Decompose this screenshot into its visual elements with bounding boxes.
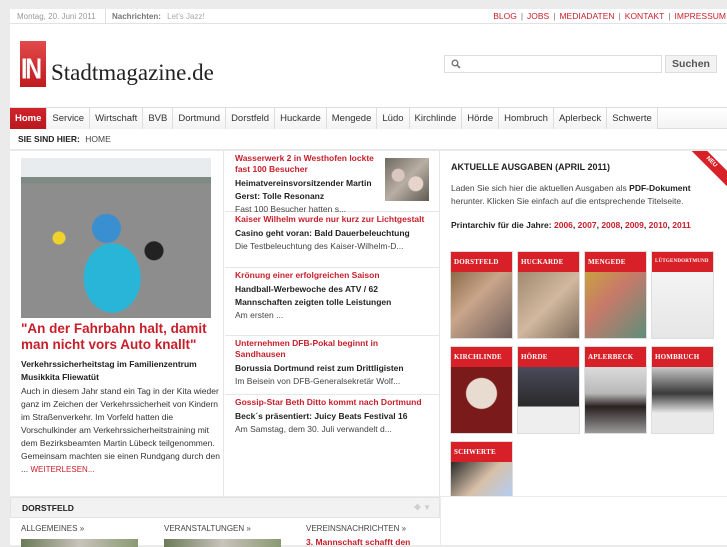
search-input[interactable] (444, 55, 662, 73)
page (10, 0, 727, 545)
section-dorstfeld (10, 497, 727, 545)
cover-aplerbeck[interactable]: APLERBECK (584, 346, 647, 434)
cover-hombruch[interactable]: HOMBRUCH (651, 346, 714, 434)
story-teaser: Die Testbeleuchtung des Kaiser-Wilhelm-D... (235, 241, 404, 251)
hero-article (10, 151, 224, 496)
archive-2007[interactable]: 2007 (577, 220, 597, 230)
cover-hoerde[interactable]: HÖRDE (517, 346, 580, 434)
list-item (225, 151, 439, 212)
print-archive: Printarchiv für die Jahre: 2006, 2007, 2008, 2009, 2010, 2011 (451, 220, 691, 230)
collapse-icon[interactable]: ▼ (423, 503, 431, 512)
link-impressum[interactable]: IMPRESSUM (674, 11, 726, 21)
archive-2006[interactable]: 2006 (554, 220, 573, 230)
news-ticker-link[interactable]: Let's Jazz! (167, 12, 205, 21)
category-vereinsnachrichten[interactable]: VEREINSNACHRICHTEN » (306, 524, 407, 533)
link-blog[interactable]: BLOG (493, 11, 517, 21)
breadcrumb (10, 129, 727, 150)
nav-aplerbeck[interactable]: Aplerbeck (554, 108, 607, 129)
story-headline[interactable]: Krönung einer erfolgreichen Saison (235, 270, 380, 280)
category-image[interactable] (21, 539, 138, 547)
story-headline[interactable]: Wasserwerk 2 in Westhofen lockte fast 100 Besucher (235, 153, 374, 174)
cover-schwerte[interactable]: SCHWERTE (450, 441, 513, 496)
category-image[interactable] (164, 539, 281, 547)
issues-panel (441, 151, 727, 496)
breadcrumb-label: SIE SIND HIER: (18, 134, 80, 144)
breadcrumb-current: HOME (85, 134, 111, 144)
list-item (225, 268, 439, 336)
news-label: Nachrichten: (112, 12, 161, 21)
archive-2009[interactable]: 2009 (624, 220, 644, 230)
cover-luetgendortmund[interactable]: LÜTGENDORTMUND (651, 251, 714, 339)
story-subhead: Beck´s präsentiert: Juicy Beats Festival 16 (235, 411, 408, 421)
search-icon (451, 59, 461, 69)
story-teaser: Fast 100 Besucher hatten s... (235, 204, 347, 214)
nav-service[interactable]: Service (47, 108, 90, 129)
nav-hoerde[interactable]: Hörde (462, 108, 499, 129)
story-teaser: Am ersten ... (235, 310, 284, 320)
read-more-link[interactable]: WEITERLESEN... (30, 465, 95, 474)
utility-links: BLOG | JOBS | MEDIADATEN | KONTAKT | IMPRESSUM (493, 11, 726, 21)
move-icon[interactable]: ✥ (414, 503, 421, 512)
section-title: DORSTFELD (22, 503, 74, 513)
nav-home[interactable]: Home (10, 108, 47, 129)
site-header (10, 24, 727, 107)
nav-mengede[interactable]: Mengede (327, 108, 378, 129)
nav-schwerte[interactable]: Schwerte (607, 108, 658, 129)
story-teaser: Im Beisein von DFB-Generalsekretär Wolf... (235, 376, 401, 386)
link-kontakt[interactable]: KONTAKT (624, 11, 665, 21)
hero-subtitle: Verkehrssicherheitstag im Familienzentrum Musikkita Fliewatüt (21, 359, 197, 382)
story-headline[interactable]: Gossip-Star Beth Ditto kommt nach Dortmund (235, 397, 422, 407)
story-subhead: Borussia Dortmund reist zum Drittligisten (235, 363, 404, 373)
archive-2011[interactable]: 2011 (672, 220, 691, 230)
hero-body: Auch in diesem Jahr stand ein Tag in der Kita wieder ganz im Zeichen der Verkehrssicherheit von Kindern im Straßenverkehr. Im Vorfeld hatten die Vorschulkinder am Verkehrssicherheitstraining mit dem Bezirksbeamten Martin Lübeck teilgenommen. Gemeinsam machten sie einen Rundgang durch den ... WEITERLESEN... (21, 386, 220, 474)
story-subhead: Handball-Werbewoche des ATV / 62 Mannschaften zeigten tolle Leistungen (235, 284, 392, 307)
hero-title[interactable]: "An der Fahrbahn halt, damit man nicht vors Auto knallt" (21, 321, 207, 352)
cover-huckarde[interactable]: HUCKARDE (517, 251, 580, 339)
nav-dortmund[interactable]: Dortmund (173, 108, 226, 129)
story-headline[interactable]: Unternehmen DFB-Pokal beginnt in Sandhausen (235, 338, 379, 359)
logo-text[interactable]: Stadtmagazine.de (51, 60, 214, 85)
cover-dorstfeld[interactable]: DORSTFELD (450, 251, 513, 339)
nav-hombruch[interactable]: Hombruch (499, 108, 554, 129)
search-button[interactable]: Suchen (665, 55, 717, 73)
archive-2010[interactable]: 2010 (648, 220, 668, 230)
link-jobs[interactable]: JOBS (527, 11, 550, 21)
story-teaser: Am Samstag, dem 30. Juli verwandelt d... (235, 424, 392, 434)
category-allgemeines[interactable]: ALLGEMEINES » (21, 524, 85, 533)
link-mediadaten[interactable]: MEDIADATEN (559, 11, 615, 21)
story-thumbnail[interactable] (385, 158, 429, 201)
nav-wirtschaft[interactable]: Wirtschaft (90, 108, 143, 129)
news-ticker (112, 9, 205, 24)
section-controls (414, 498, 431, 518)
right-column-continuation (441, 497, 727, 545)
current-date: Montag, 20. Juni 2011 (10, 9, 106, 24)
main-content (10, 151, 727, 496)
vereins-headline[interactable]: 3. Mannschaft schafft den (306, 537, 411, 547)
issues-title: AKTUELLE AUSGABEN (APRIL 2011) (451, 162, 611, 172)
nav-kirchlinde[interactable]: Kirchlinde (410, 108, 463, 129)
cover-kirchlinde[interactable]: KIRCHLINDE (450, 346, 513, 434)
nav-bvb[interactable]: BVB (143, 108, 173, 129)
logo-mark[interactable]: IN (20, 41, 46, 87)
top-bar (10, 9, 727, 24)
nav-luedo[interactable]: Lüdo (377, 108, 409, 129)
section-header (10, 497, 440, 518)
issues-description: Laden Sie sich hier die aktuellen Ausgaben als PDF-Dokument herunter. Klicken Sie einfach auf die entsprechende Titelseite. (451, 183, 691, 206)
list-item (225, 336, 439, 395)
list-item (225, 395, 439, 439)
story-headline[interactable]: Kaiser Wilhelm wurde nur kurz zur Lichtgestalt (235, 214, 425, 224)
nav-dorstfeld[interactable]: Dorstfeld (226, 108, 275, 129)
category-veranstaltungen[interactable]: VERANSTALTUNGEN » (164, 524, 251, 533)
new-ribbon: NEU (686, 151, 727, 188)
nav-huckarde[interactable]: Huckarde (275, 108, 327, 129)
nav-filler (658, 108, 727, 128)
story-list (225, 151, 440, 496)
section-body (10, 518, 440, 545)
main-nav (10, 107, 727, 129)
cover-mengede[interactable]: MENGEDE (584, 251, 647, 339)
hero-image[interactable] (21, 158, 211, 318)
story-subhead: Casino geht voran: Bald Dauerbeleuchtung (235, 228, 410, 238)
list-item (225, 212, 439, 268)
story-subhead: Heimatvereinsvorsitzender Martin Gerst: Tolle Resonanz (235, 178, 372, 201)
archive-2008[interactable]: 2008 (601, 220, 621, 230)
